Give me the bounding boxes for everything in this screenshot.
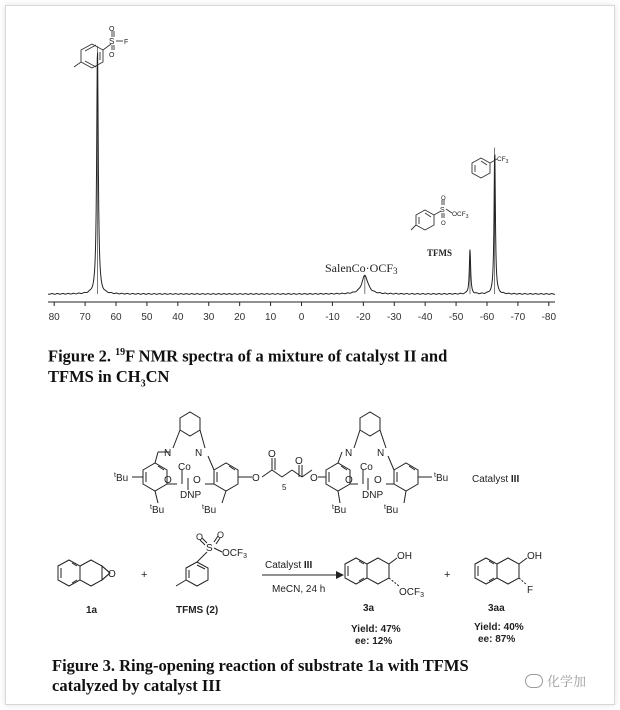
- svg-text:5: 5: [282, 483, 287, 492]
- x-tick-label: 0: [298, 312, 305, 323]
- svg-text:O: O: [252, 473, 260, 484]
- oxygen-atom-label: O: [441, 196, 446, 202]
- cf3-label: $CF_3$: [497, 156, 509, 165]
- trifluoromethylbenzene-structure: [472, 158, 497, 178]
- yield-3aa: Yield: 40%: [474, 622, 524, 633]
- x-tick-label: -30: [387, 312, 402, 323]
- x-tick-label: 70: [79, 312, 91, 323]
- ee-3a: ee: 12%: [355, 636, 393, 647]
- x-tick-label: -60: [479, 312, 495, 323]
- x-tick-label: 50: [141, 312, 153, 323]
- x-tick-label: -40: [417, 312, 433, 323]
- svg-text:Catalyst III: Catalyst III: [265, 560, 313, 571]
- svg-text:Co: Co: [178, 462, 191, 473]
- reaction-arrowhead: [336, 571, 344, 579]
- x-tick-label: 20: [234, 312, 246, 323]
- svg-text:DNP: DNP: [180, 490, 202, 501]
- x-tick-label: 80: [48, 312, 60, 323]
- svg-text:+: +: [444, 569, 451, 581]
- svg-text:tBu: $^t$Bu: [150, 504, 165, 516]
- ee-3aa: ee: 87%: [478, 634, 516, 645]
- svg-text:O: O: [374, 475, 382, 486]
- figure2-caption: Figure 2. $^{19}$F NMR spectra of a mixture of catalyst II and TFMS in $CH_3CN$: [48, 346, 448, 389]
- svg-text:tBu: $^t$Bu: [114, 472, 129, 484]
- x-tick-label: 30: [203, 312, 215, 323]
- x-tick-label: -20: [356, 312, 371, 323]
- spectrum-trace: [48, 53, 555, 295]
- svg-text:F: F: [527, 585, 534, 596]
- substrate-label: 1a: [86, 605, 98, 616]
- ocf3-label: $OCF_3$: [452, 211, 469, 220]
- x-tick-label: -10: [325, 312, 340, 323]
- svg-text:tBu: $^t$Bu: [332, 504, 347, 516]
- tosyl-fluoride-structure: [74, 31, 123, 68]
- x-tick-label: 10: [265, 312, 277, 323]
- svg-text:OH: OH: [397, 551, 412, 562]
- svg-text:N: N: [377, 448, 385, 459]
- svg-text:O: O: [108, 569, 116, 580]
- svg-text:O: O: [295, 456, 303, 467]
- svg-text:tBu: $^t$Bu: [384, 504, 399, 516]
- svg-text:O: O: [217, 530, 225, 540]
- fluorine-atom-label: F: [124, 39, 129, 46]
- svg-text:O: O: [164, 475, 172, 486]
- tfms-peak-label: TFMS: [427, 248, 453, 258]
- x-tick-label: -70: [510, 312, 526, 323]
- product-3a-label: 3a: [363, 603, 375, 614]
- svg-text:DNP: DNP: [362, 490, 384, 501]
- catalyst-atom-labels: [114, 448, 448, 516]
- svg-text:O: O: [196, 532, 204, 542]
- oxygen-atom-label: O: [441, 221, 446, 227]
- wechat-icon: [525, 674, 543, 688]
- svg-text:N: N: [164, 448, 172, 459]
- yield-3a: Yield: 47%: [351, 624, 401, 635]
- catalyst-iii-label: Catalyst III: [472, 474, 520, 485]
- tfms-reagent-label: TFMS (2): [176, 605, 219, 616]
- svg-text:OH: OH: [527, 551, 542, 562]
- svg-text:O: O: [345, 475, 353, 486]
- svg-text:+: +: [141, 569, 148, 581]
- svg-text:OCF3: $OCF_3$: [399, 587, 425, 599]
- sulfur-atom-label: S: [109, 37, 115, 46]
- svg-text:tBu: $^t$Bu: [434, 472, 449, 484]
- x-axis-ticks: [49, 46, 557, 323]
- svg-text:O: O: [268, 449, 276, 460]
- watermark: 化学加: [525, 671, 586, 690]
- svg-text:N: N: [345, 448, 353, 459]
- oxygen-atom-label: O: [109, 26, 115, 33]
- tfms-structure: [411, 200, 452, 230]
- salenco-peak-label: SalenCo·OCF3: [325, 261, 398, 276]
- oxygen-atom-label: O: [109, 52, 115, 59]
- figure3-caption: Figure 3. Ring-opening reaction of substrate 1a with TFMS catalyzed by catalyst III: [52, 656, 469, 695]
- svg-text:Co: Co: [360, 462, 373, 473]
- sulfur-atom-label: S: [440, 207, 445, 214]
- x-tick-label: -80: [541, 312, 557, 323]
- svg-text:OCF3: $OCF_3$: [222, 548, 248, 560]
- svg-text:N: N: [195, 448, 203, 459]
- svg-text:S: S: [206, 543, 213, 554]
- svg-text:MeCN, 24 h: MeCN, 24 h: [272, 584, 326, 595]
- svg-text:O: O: [310, 473, 318, 484]
- nmr-spectrum: [48, 46, 556, 323]
- x-tick-label: 40: [172, 312, 184, 323]
- svg-text:O: O: [193, 475, 201, 486]
- x-tick-label: -50: [448, 312, 464, 323]
- x-tick-label: 60: [110, 312, 122, 323]
- reaction-labels: [86, 530, 542, 647]
- svg-text:tBu: $^t$Bu: [202, 504, 217, 516]
- product-3aa-label: 3aa: [488, 603, 505, 614]
